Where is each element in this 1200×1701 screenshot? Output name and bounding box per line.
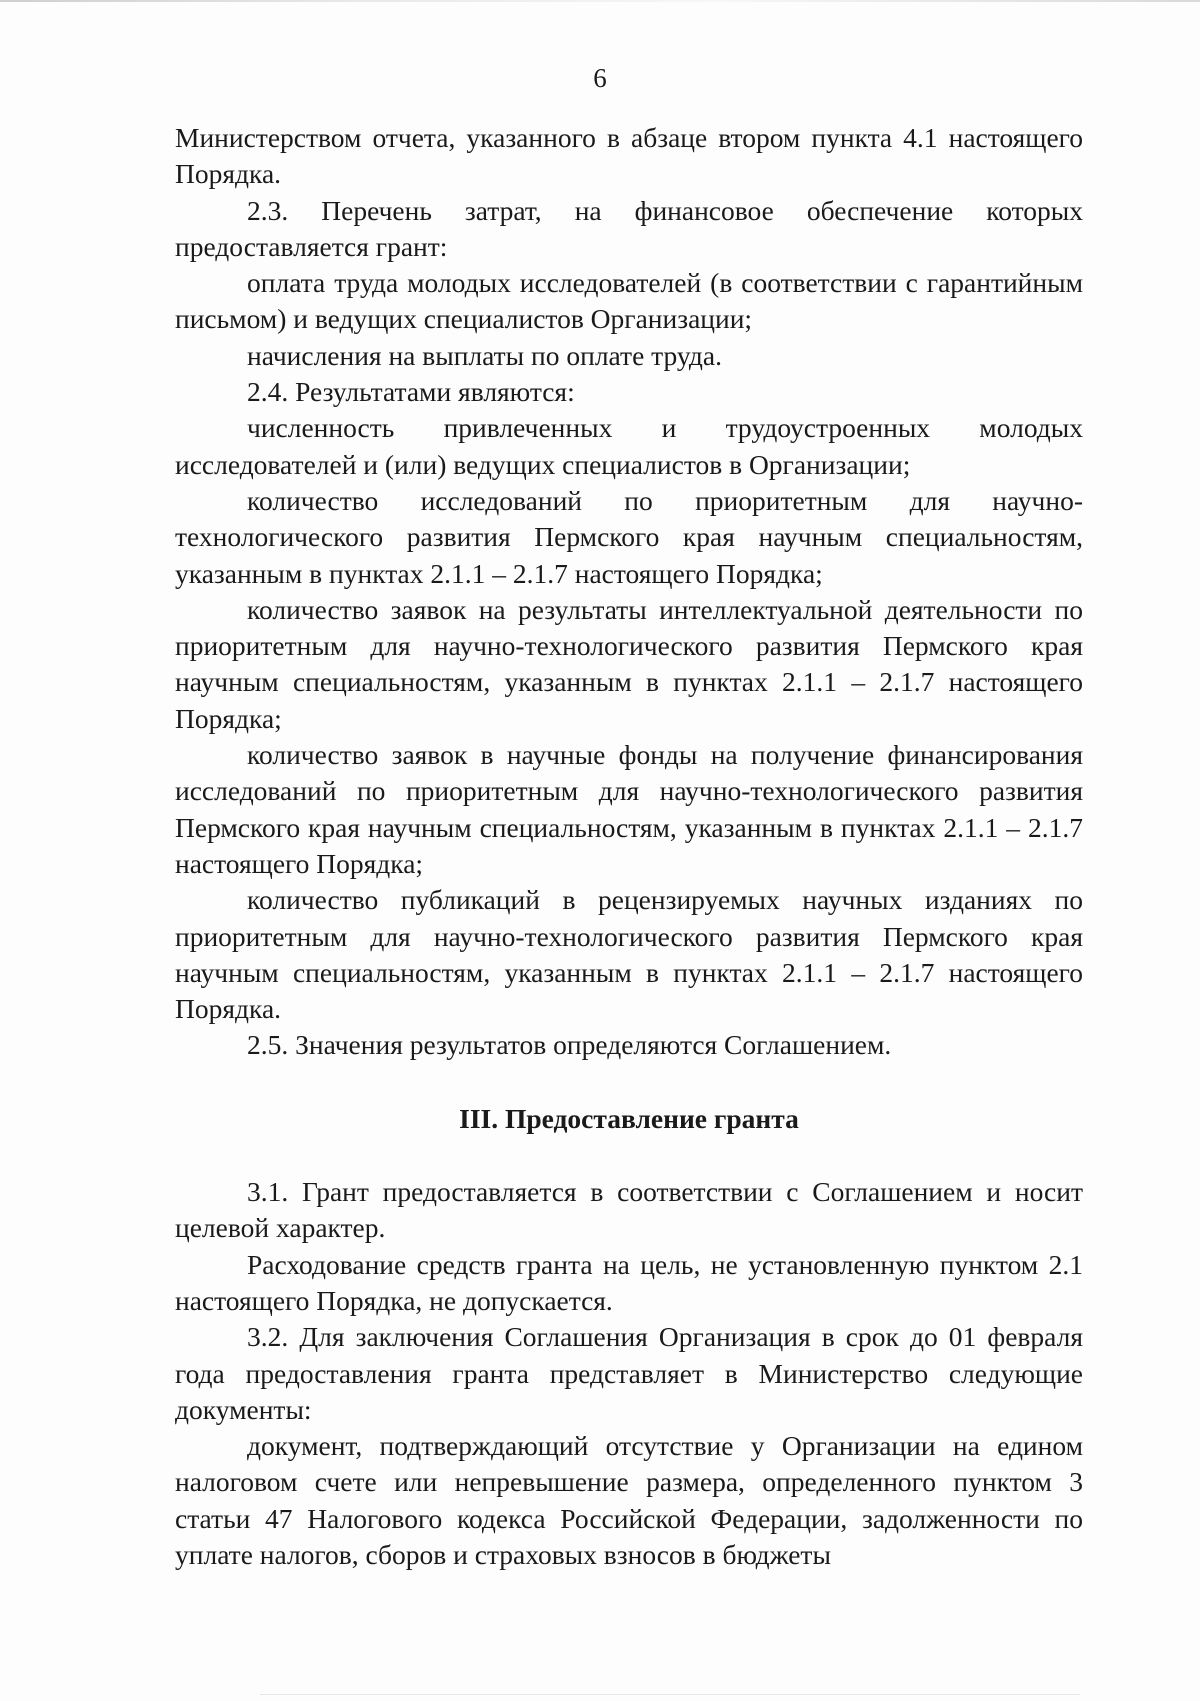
- paragraph: оплата труда молодых исследователей (в соответствии с гарантийным письмом) и ведущих специалистов Организации;: [175, 267, 1083, 335]
- paragraph: количество заявок в научные фонды на получение финансирования исследований по приоритетным для научно-технологического развития Пермского края научным специальностям, указанным в пунктах 2.1.1 – 2.1.7 настоящего Порядка;: [175, 739, 1083, 879]
- scan-edge-bottom: [260, 1694, 1080, 1695]
- paragraph: Расходование средств гранта на цель, не установленную пунктом 2.1 настоящего Порядка, не допускается.: [175, 1248, 1083, 1316]
- page-number: 6: [593, 63, 607, 93]
- paragraph: 2.5. Значения результатов определяются Соглашением.: [247, 1029, 892, 1061]
- scan-edge-top: [0, 0, 1200, 2]
- paragraph: количество исследований по приоритетным для научно-технологического развития Пермского края научным специальностям, указанным в пунктах 2.1.1 – 2.1.7 настоящего Порядка;: [175, 484, 1083, 589]
- paragraph: документ, подтверждающий отсутствие у Организации на едином налоговом счете или непревышение размера, определенного пунктом 3 статьи 47 Налогового кодекса Российской Федерации, задолженности по уплате налогов, сборов и страховых взносов в бюджеты: [175, 1430, 1083, 1570]
- paragraph: 3.2. Для заключения Соглашения Организация в срок до 01 февраля года предоставления гранта представляет в Министерство следующие документы:: [175, 1321, 1083, 1425]
- paragraph: количество публикаций в рецензируемых научных изданиях по приоритетным для научно-технологического развития Пермского края научным специальностям, указанным в пунктах 2.1.1 – 2.1.7 настоящего Порядка.: [175, 884, 1083, 1025]
- paragraph: 2.3. Перечень затрат, на финансовое обеспечение которых предоставляется грант:: [175, 194, 1083, 262]
- document-body: [175, 120, 1083, 1573]
- section-heading: III. Предоставление гранта: [459, 1102, 799, 1134]
- paragraph: Министерством отчета, указанного в абзаце втором пункта 4.1 настоящего Порядка.: [175, 122, 1083, 190]
- paragraph: начисления на выплаты по оплате труда.: [247, 339, 722, 371]
- paragraph: 3.1. Грант предоставляется в соответствии с Соглашением и носит целевой характер.: [175, 1176, 1083, 1244]
- paragraph: численность привлеченных и трудоустроенных молодых исследователей и (или) ведущих специалистов в Организации;: [175, 412, 1083, 480]
- paragraph: 2.4. Результатами являются:: [247, 376, 575, 408]
- paragraph: количество заявок на результаты интеллектуальной деятельности по приоритетным для научно-технологического развития Пермского края научным специальностям, указанным в пунктах 2.1.1 – 2.1.7 настоящего Порядка;: [175, 593, 1083, 734]
